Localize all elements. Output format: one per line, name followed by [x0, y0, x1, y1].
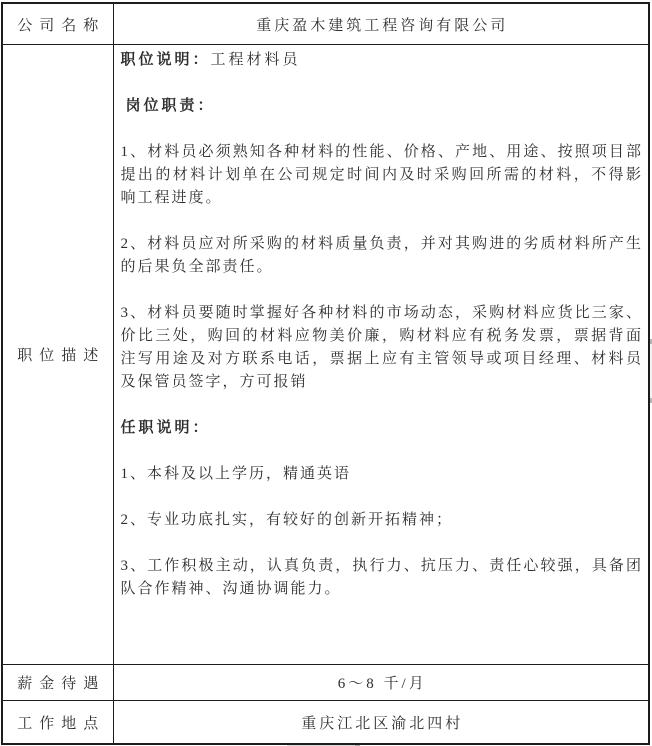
position-title-heading: 职位说明： — [120, 52, 211, 68]
job-info-table — [1, 2, 650, 745]
company-row — [2, 3, 649, 45]
location-label: 工作地点 — [2, 701, 113, 745]
duty-item-1: 1、材料员必须熟知各种材料的性能、价格、产地、用途、按照项目部提出的材料计划单在公司规定时间内及时采购回所需的材料，不得影响工程进度。 — [120, 144, 643, 206]
location-value: 重庆江北区渝北四村 — [113, 701, 649, 745]
requirements-heading-line — [121, 417, 644, 440]
position-title-line — [121, 49, 644, 72]
requirements-heading: 任职说明： — [120, 420, 211, 436]
salary-label: 薪金待遇 — [2, 665, 113, 701]
requirement-item-3: 3、工作积极主动，认真负责，执行力、抗压力、责任心较强，具备团队合作精神、沟通协调能力。 — [120, 558, 643, 597]
document-page — [0, 2, 652, 746]
job-description-label: 职位描述 — [2, 45, 113, 665]
job-description-cell — [113, 45, 649, 665]
requirement-item-1: 1、本科及以上学历，精通英语 — [120, 466, 352, 482]
requirement-item-2: 2、专业功底扎实，有较好的创新开拓精神； — [120, 512, 454, 528]
position-title-value: 工程材料员 — [210, 52, 301, 68]
salary-value: 6～8 千/月 — [113, 665, 649, 701]
salary-row — [2, 665, 649, 701]
location-row — [2, 701, 649, 745]
duties-heading-line — [121, 95, 644, 118]
duty-item-3: 3、材料员要随时掌握好各种材料的市场动态，采购材料应货比三家、价比三处，购回的材料应物美价廉，购材料应有税务发票，票据背面注写用途及对方联系电话，票据上应有主管领导或项目经理、材料员及保管员签字，方可报销 — [120, 305, 643, 390]
job-description-row — [2, 45, 649, 665]
company-name-value: 重庆盈木建筑工程咨询有限公司 — [113, 3, 649, 45]
company-name-label: 公司名称 — [2, 3, 113, 45]
duty-item-2: 2、材料员应对所采购的材料质量负责，并对其购进的劣质材料所产生的后果负全部责任。 — [120, 236, 643, 275]
duties-heading: 岗位职责： — [125, 98, 216, 114]
